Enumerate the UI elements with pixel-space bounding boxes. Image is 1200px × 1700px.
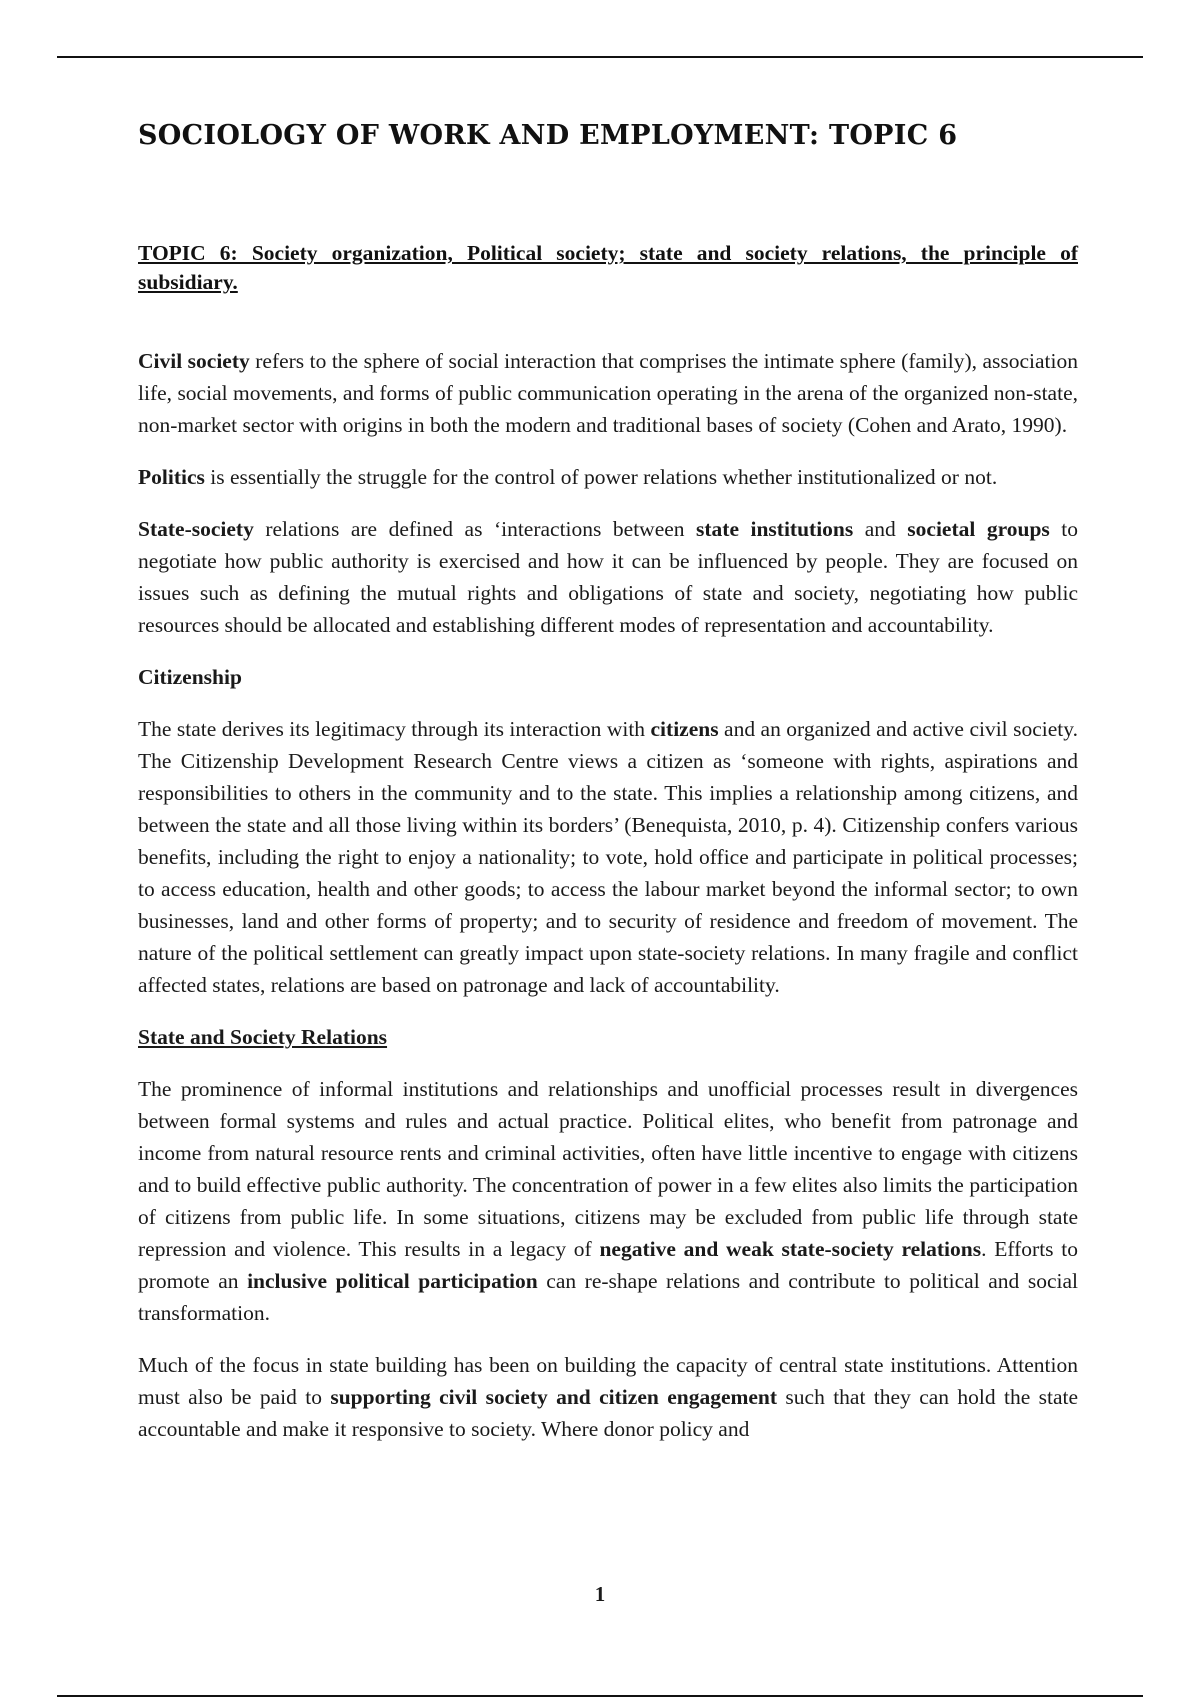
- paragraph-state-society: [138, 513, 1078, 641]
- paragraph-politics: [138, 461, 1078, 493]
- citizenship-heading: Citizenship: [138, 665, 242, 689]
- term-societal-groups: societal groups: [907, 517, 1050, 541]
- state-society-text-2: and: [853, 517, 908, 541]
- term-negative-weak-relations: negative and weak state-society relations: [599, 1237, 982, 1261]
- topic-heading: TOPIC 6: Society organization, Political society; state and society relations, the principle of subsidiary.: [138, 241, 1078, 294]
- term-state-institutions: state institutions: [696, 517, 854, 541]
- term-inclusive-participation: inclusive political participation: [247, 1269, 538, 1293]
- bottom-rule: [57, 1695, 1143, 1697]
- top-rule: [57, 56, 1143, 58]
- paragraph-citizenship: [138, 713, 1078, 1001]
- term-politics: Politics: [138, 465, 205, 489]
- relations-text-3: can re-shape relations and contribute to political and social transformation.: [138, 1269, 1078, 1325]
- state-society-relations-heading: State and Society Relations: [138, 1025, 388, 1049]
- state-society-text-1: relations are defined as ‘interactions between: [253, 517, 697, 541]
- politics-text: is essentially the struggle for the control of power relations whether institutionalized or not.: [204, 465, 998, 489]
- relations-text-2: . Efforts to promote an: [138, 1237, 1078, 1293]
- document-page: [138, 120, 1078, 1445]
- state-building-text-1: Much of the focus in state building has been on building the capacity of central state institutions. Attention must also be paid to: [138, 1353, 1078, 1409]
- term-citizens: citizens: [650, 717, 719, 741]
- page-number: 1: [594, 1582, 606, 1606]
- term-civil-society: Civil society: [138, 349, 250, 373]
- term-state-society: State-society: [138, 517, 254, 541]
- term-supporting-civil-society: supporting civil society and citizen engagement: [330, 1385, 778, 1409]
- relations-text-1: The prominence of informal institutions and relationships and unofficial processes result in divergences between formal systems and rules and actual practice. Political elites, who benefit from patronage and income from natural resource rents and criminal activities, often have little incentive to engage with citizens and to build effective public authority. The concentration of power in a few elites also limits the participation of citizens from public life. In some situations, citizens may be excluded from public life through state repression and violence. This results in a legacy of: [138, 1077, 1078, 1261]
- citizenship-text-2: and an organized and active civil society. The Citizenship Development Research Centre views a citizen as ‘someone with rights, aspirations and responsibilities to others in the community and to the state. This implies a relationship among citizens, and between the state and all those living within its borders’ (Benequista, 2010, p. 4). Citizenship confers various benefits, including the right to enjoy a nationality; to vote, hold office and participate in political processes; to access education, health and other goods; to access the labour market beyond the informal sector; to own businesses, land and other forms of property; and to security of residence and freedom of movement. The nature of the political settlement can greatly impact upon state-society relations. In many fragile and conflict affected states, relations are based on patronage and lack of accountability.: [138, 717, 1078, 997]
- civil-society-text: refers to the sphere of social interaction that comprises the intimate sphere (family), association life, social movements, and forms of public communication operating in the arena of the organized non-state, non-market sector with origins in both the modern and traditional bases of society (Cohen and Arato, 1990).: [138, 349, 1078, 437]
- citizenship-text-1: The state derives its legitimacy through its interaction with: [138, 717, 651, 741]
- paragraph-state-society-relations: [138, 1073, 1078, 1329]
- state-building-text-2: such that they can hold the state accountable and make it responsive to society. Where donor policy and: [138, 1385, 1079, 1441]
- document-title: SOCIOLOGY OF WORK AND EMPLOYMENT: TOPIC 6: [138, 120, 958, 151]
- state-society-text-3: to negotiate how public authority is exercised and how it can be influenced by people. They are focused on issues such as defining the mutual rights and obligations of state and society, negotiating how public resources should be allocated and establishing different modes of representation and accountability.: [138, 517, 1078, 637]
- paragraph-state-building: [138, 1349, 1078, 1445]
- paragraph-civil-society: [138, 345, 1078, 441]
